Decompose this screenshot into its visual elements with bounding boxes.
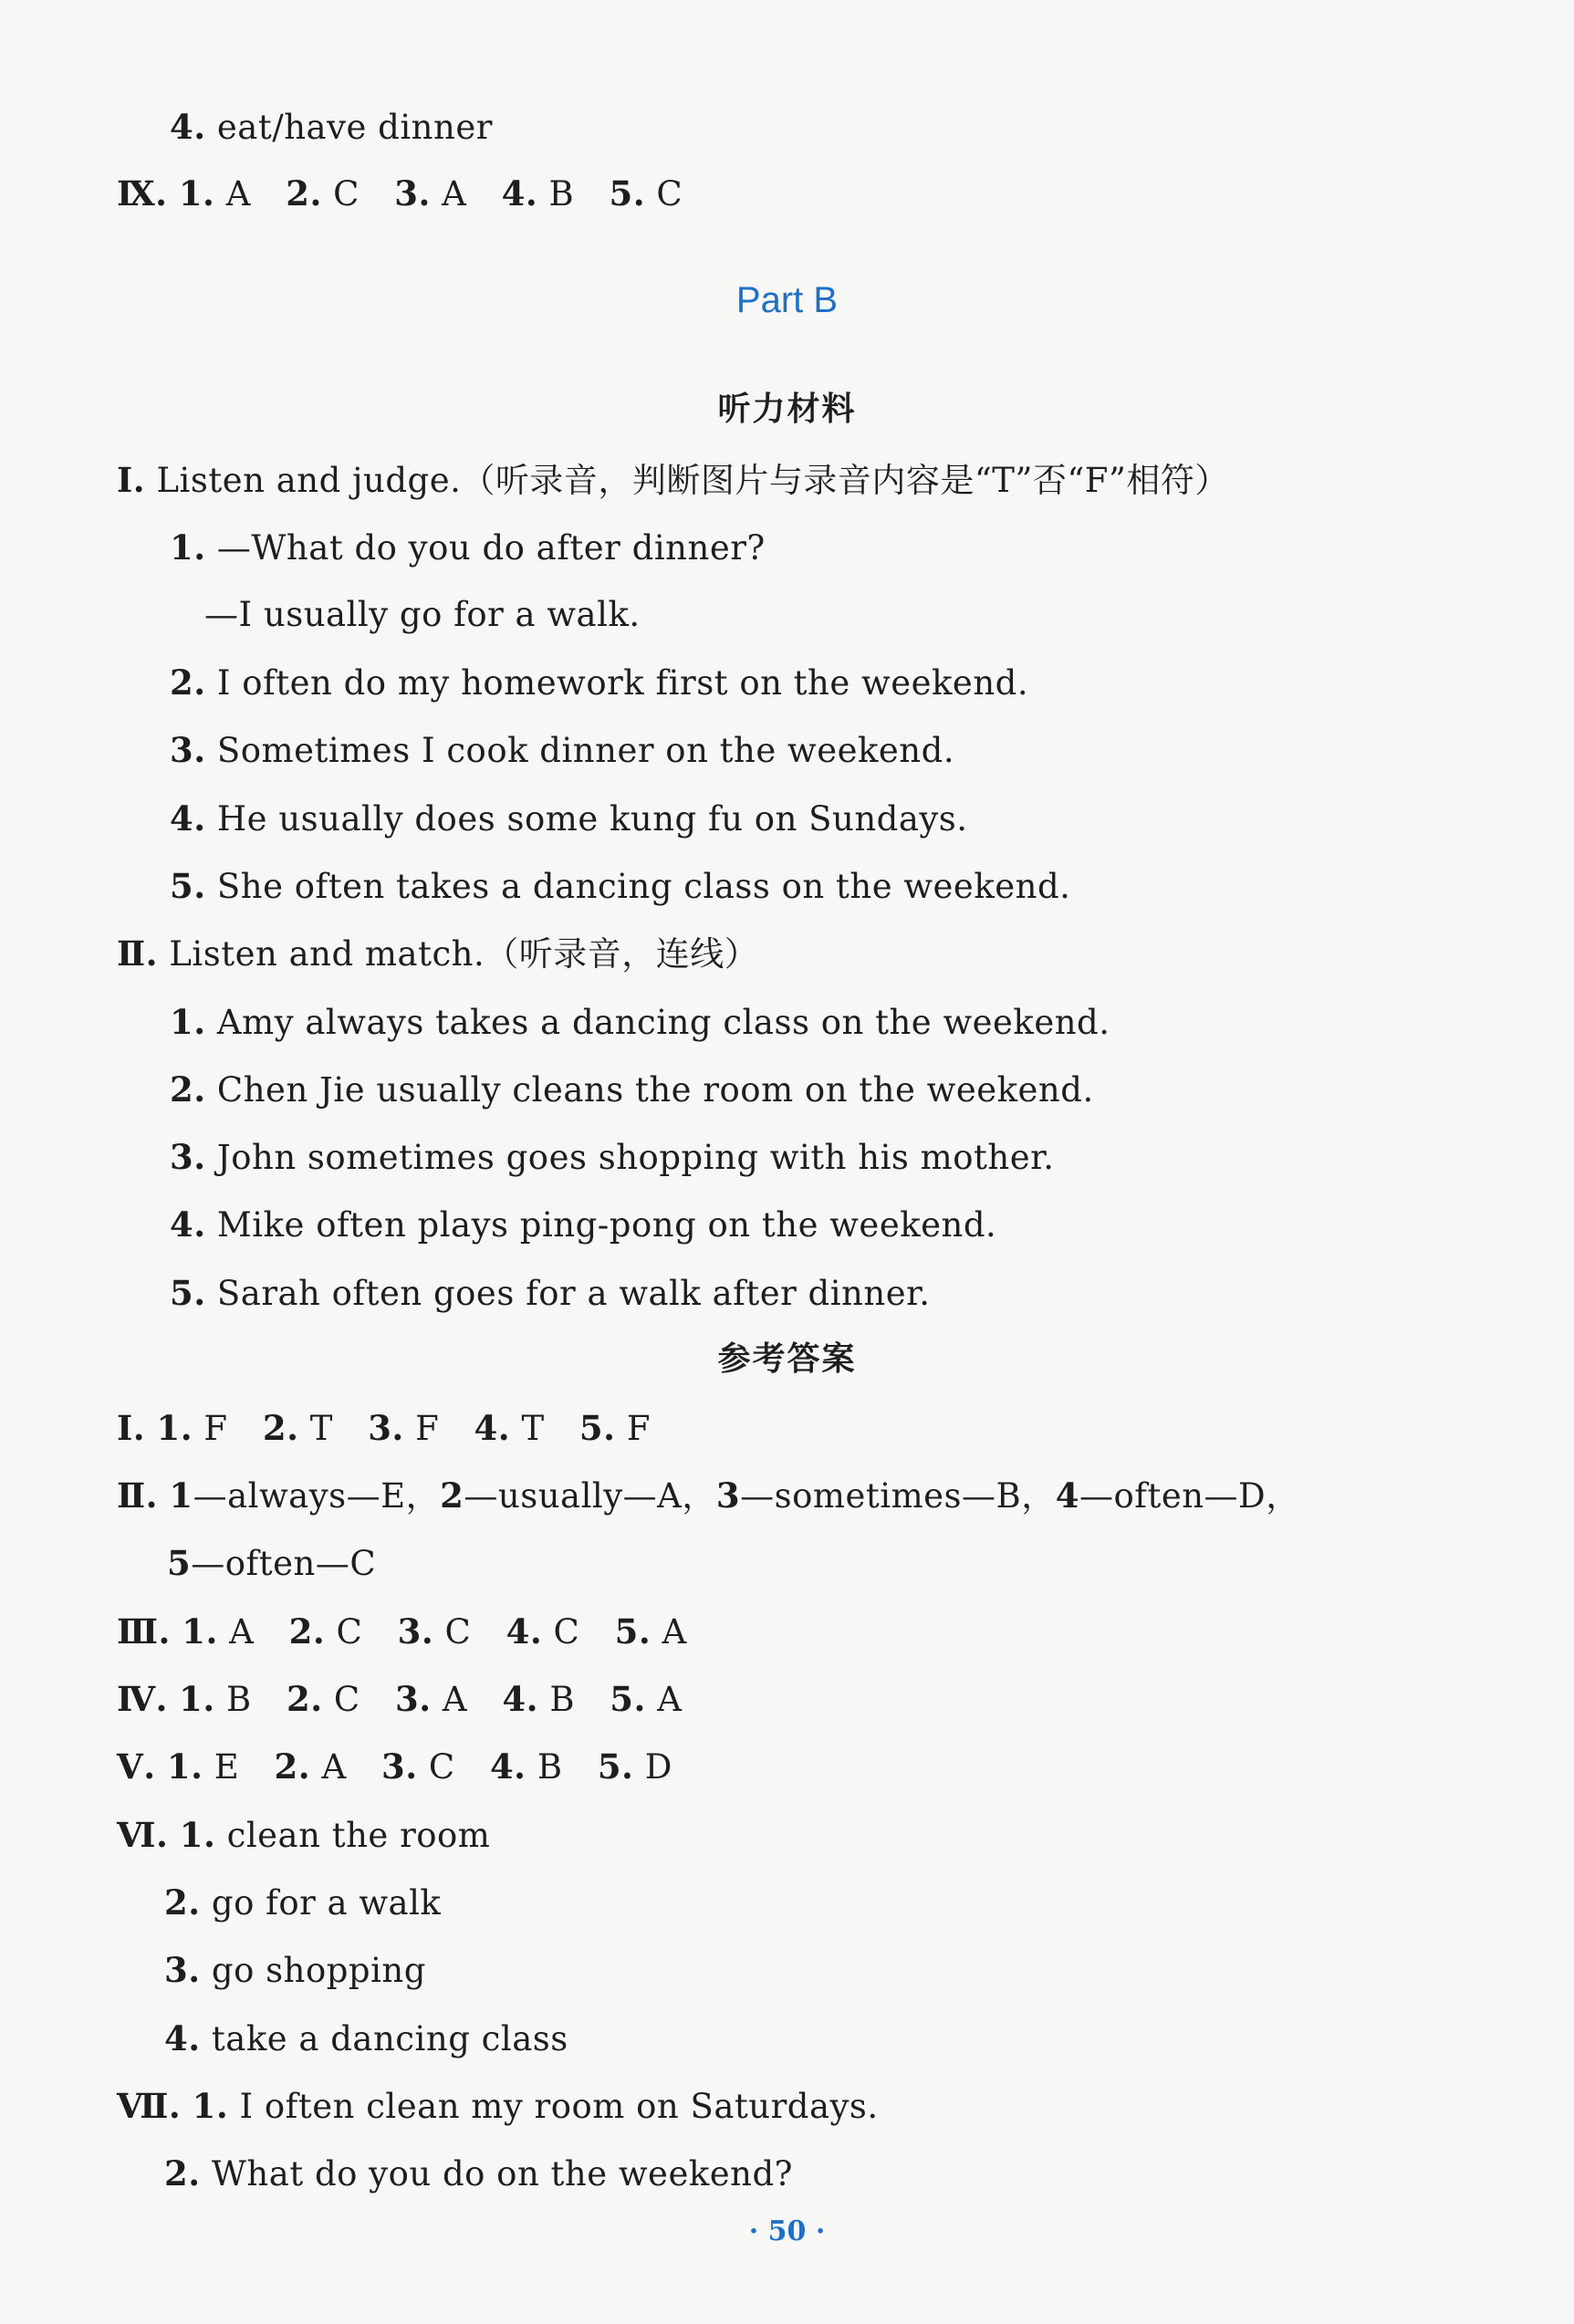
item-text: Mike often plays ping-pong on the weekend.	[216, 1205, 997, 1245]
list-item	[170, 797, 968, 841]
item-number: 2	[440, 1475, 464, 1516]
item-answer: C	[428, 1747, 455, 1787]
listening-heading: 听力材料	[717, 391, 857, 428]
item-number: 5.	[170, 1273, 206, 1313]
item-number: 3.	[170, 1137, 206, 1177]
item-answer: What do you do on the weekend?	[211, 2154, 794, 2194]
item-number: 3	[715, 1475, 741, 1516]
item-answer: C	[333, 174, 360, 214]
roman-numeral: Ⅱ.	[117, 1475, 159, 1516]
section-1-title	[117, 458, 1229, 503]
answer-row-ix	[117, 172, 706, 216]
list-item	[170, 864, 1070, 909]
item-number: 2.	[170, 662, 206, 703]
list-item	[170, 1271, 931, 1316]
item-answer: A	[321, 1747, 347, 1787]
item-answer: B	[226, 1680, 252, 1719]
item-number: 4.	[170, 107, 206, 147]
item-number: 5.	[170, 866, 206, 906]
item-number: 2.	[164, 2153, 201, 2194]
item-number: 3.	[164, 1950, 201, 1990]
item-number: 1.	[192, 2086, 229, 2126]
answer-row-7	[117, 2084, 879, 2129]
list-item	[170, 1203, 996, 1247]
item-answer: C	[336, 1612, 363, 1652]
item-answer: B	[537, 1747, 563, 1787]
item-number: 1.	[166, 1746, 203, 1787]
item-number: 1.	[182, 1611, 218, 1652]
item-answer: —often—C	[191, 1544, 377, 1583]
item-answer: —usually—A，	[464, 1476, 716, 1516]
item-answer: —always—E，	[193, 1476, 441, 1516]
item-text: I often do my homework first on the weekend.	[216, 663, 1029, 703]
item-answer: A	[657, 1680, 683, 1719]
item-answer: B	[549, 1680, 576, 1719]
item-answer: A	[229, 1612, 255, 1652]
item-number: 3.	[397, 1611, 434, 1652]
roman-numeral: Ⅵ.	[117, 1815, 169, 1855]
item-answer: B	[548, 174, 575, 214]
item-number: 2.	[274, 1746, 311, 1787]
answer-line-4	[170, 105, 493, 150]
item-answer: F	[626, 1409, 651, 1448]
section-title-text: Listen and match.（听录音，连线）	[169, 934, 759, 974]
roman-numeral: Ⅲ.	[117, 1611, 171, 1652]
item-number: 4.	[502, 1679, 539, 1719]
item-answer: T	[309, 1409, 333, 1448]
item-number: 1.	[178, 173, 215, 214]
answers-heading: 参考答案	[717, 1340, 857, 1378]
list-item	[164, 1881, 441, 1925]
list-item	[170, 1000, 1110, 1045]
item-number: 5.	[579, 1408, 616, 1448]
item-text: —What do you do after dinner?	[216, 528, 766, 568]
item-number: 4.	[170, 1204, 206, 1245]
item-answer: E	[214, 1747, 240, 1787]
answer-row-1	[117, 1406, 674, 1451]
roman-numeral: Ⅱ.	[117, 933, 159, 974]
answer-row-3	[117, 1610, 711, 1654]
roman-numeral: Ⅶ.	[117, 2086, 182, 2126]
item-number: 4	[1055, 1475, 1079, 1516]
item-answer: D	[644, 1747, 672, 1787]
item-number: 4.	[506, 1611, 543, 1652]
item-number: 1.	[170, 1002, 206, 1042]
item-answer: T	[521, 1409, 545, 1448]
roman-numeral: Ⅸ.	[117, 173, 168, 214]
item-answer: C	[333, 1680, 360, 1719]
list-item	[170, 728, 954, 773]
item-number: 4.	[164, 2018, 201, 2058]
item-number: 2.	[164, 1882, 201, 1923]
list-item	[164, 2017, 568, 2061]
item-number: 3.	[394, 173, 431, 214]
list-item	[170, 1135, 1055, 1180]
item-text: John sometimes goes shopping with his mother.	[216, 1138, 1055, 1177]
list-item	[204, 593, 641, 637]
item-answer: I often clean my room on Saturdays.	[239, 2087, 879, 2126]
answer-row-6	[117, 1813, 490, 1858]
item-answer: take a dancing class	[211, 2019, 568, 2058]
item-text: Sometimes I cook dinner on the weekend.	[216, 731, 955, 770]
item-number: 3.	[380, 1746, 418, 1787]
item-number: 3.	[395, 1679, 432, 1719]
list-item	[170, 1068, 1094, 1112]
roman-numeral: Ⅳ.	[117, 1679, 168, 1719]
item-text: She often takes a dancing class on the weekend.	[216, 867, 1071, 906]
item-answer: —sometimes—B，	[740, 1476, 1056, 1516]
page-number: · 50 ·	[748, 2215, 826, 2247]
item-number: 2.	[262, 1408, 299, 1448]
item-answer: A	[442, 1680, 468, 1719]
item-answer: A	[442, 174, 467, 214]
item-number: 2.	[286, 173, 322, 214]
item-number: 1.	[179, 1815, 216, 1855]
item-text: Amy always takes a dancing class on the weekend.	[216, 1003, 1110, 1042]
item-number: 5	[167, 1543, 192, 1583]
item-number: 3.	[368, 1408, 404, 1448]
item-number: 4.	[489, 1746, 526, 1787]
item-number: 1.	[156, 1408, 193, 1448]
item-answer: A	[662, 1612, 687, 1652]
item-answer: go for a walk	[211, 1883, 442, 1923]
item-text: —I usually go for a walk.	[204, 595, 641, 634]
list-item	[170, 526, 766, 570]
answer-row-5	[117, 1745, 696, 1789]
item-number: 1.	[170, 527, 206, 568]
item-number: 2.	[170, 1069, 206, 1110]
item-answer: C	[553, 1612, 580, 1652]
item-text: Sarah often goes for a walk after dinner.	[216, 1274, 931, 1313]
item-answer: A	[225, 174, 251, 214]
item-number: 4.	[501, 173, 538, 214]
item-number: 2.	[287, 1679, 323, 1719]
item-number: 4.	[170, 798, 206, 839]
section-title-text: Listen and judge.（听录音，判断图片与录音内容是“T”否“F”相符）	[156, 461, 1229, 500]
part-title: Part B	[735, 280, 839, 320]
item-number: 1.	[179, 1679, 215, 1719]
item-number: 5.	[597, 1746, 634, 1787]
list-item	[164, 2152, 793, 2196]
roman-numeral: Ⅴ.	[117, 1746, 156, 1787]
item-number: 3.	[170, 730, 206, 770]
item-text: Chen Jie usually cleans the room on the weekend.	[216, 1070, 1094, 1110]
item-answer: F	[415, 1409, 440, 1448]
section-2-title	[117, 932, 758, 976]
item-number: 2.	[288, 1611, 326, 1652]
item-answer: go shopping	[211, 1951, 426, 1990]
answer-row-4	[117, 1677, 705, 1722]
item-number: 4.	[474, 1408, 511, 1448]
item-text: eat/have dinner	[216, 108, 493, 147]
item-number: 1	[169, 1475, 193, 1516]
item-number: 5.	[614, 1611, 651, 1652]
answer-row-2-cont	[167, 1541, 376, 1586]
item-number: 5.	[610, 1679, 646, 1719]
list-item	[170, 661, 1028, 705]
roman-numeral: Ⅰ.	[117, 460, 146, 500]
answer-row-2	[117, 1474, 1300, 1518]
item-answer: clean the room	[226, 1816, 491, 1855]
item-number: 5.	[609, 173, 646, 214]
item-answer: F	[203, 1409, 228, 1448]
item-answer: C	[656, 174, 683, 214]
roman-numeral: Ⅰ.	[117, 1408, 146, 1448]
item-text: He usually does some kung fu on Sundays.	[216, 799, 968, 839]
item-answer: C	[444, 1612, 472, 1652]
item-answer: —often—D，	[1079, 1476, 1300, 1516]
list-item	[164, 1948, 426, 1993]
